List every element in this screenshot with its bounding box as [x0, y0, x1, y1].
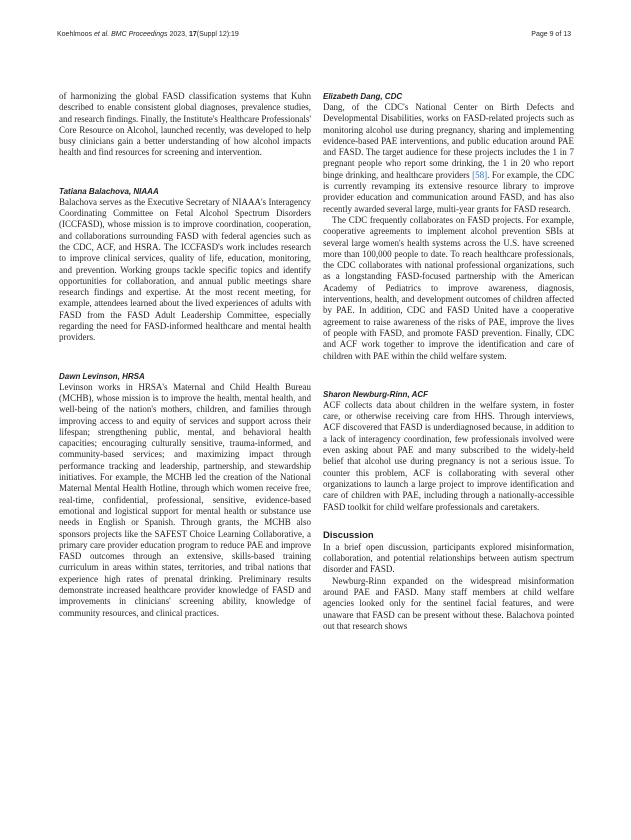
section-heading-newburg-rinn: Sharon Newburg-Rinn, ACF: [323, 389, 429, 399]
section-text-dang-collaboration: The CDC frequently collaborates on FASD projects. For example, cooperative agreements to implement alcohol prevention SBIs at several large women's health systems across the U.S. have screened more than 100,000 people to date. To reach healthcare professionals, the CDC collaborates with national professional organizations, such as a longstanding FASD-focused partnership with the American Academy of Pediatrics to improve awareness, diagnosis, interventions, health, and development outcomes of children affected by PAE. In addition, CDC and FASD United have a cooperative agreement to raise awareness of the risks of PAE, improve the lives of people with FASD, and promote FASD prevention. Finally, CDC and ACF work together to improve the identification and care of children with PAE within the child welfare system.: [323, 214, 574, 361]
section-text-levinson: Levinson works in HRSA's Maternal and Child Health Bureau (MCHB), whose mission is to improve the health, mental health, and well-being of the nation's mothers, children, and families through improving access to and equity of services and support across their lifespan; strengthening public, mental, and behavioral health capacities; encouraging culturally sensitive, trauma-informed, and community-based services; and maximizing impact through performance tracking and leadership, partnership, and stewardship initiatives. For example, the MCHB led the creation of the National Maternal Mental Health Hotline, through which women receive free, real-time, confidential, professional, sensitive, evidence-based emotional and logistical support for mental health or substance use needs in English or Spanish. Through grants, the MCHB also sponsors projects like the SAFEST Choice Learning Collaborative, a primary care provider education program to reduce PAE and improve FASD outcomes through an extensive, skills-based training curriculum in areas within states, territories, and tribal nations that experience high rates of prenatal drinking. Preliminary results demonstrate increased healthcare provider knowledge of FASD and improvements in clinicians' screening ability, knowledge of community resources, and clinical practices.: [59, 381, 311, 618]
section-heading-balachova: Tatiana Balachova, NIAAA: [59, 186, 159, 196]
header-journal-name: BMC Proceedings: [111, 31, 168, 38]
header-authors: Koehlmoos: [57, 31, 93, 38]
dang-text-part2: . For example, the CDC is currently revamping its extensive resource library to improve provider education and communication around FASD, and has also recently awarded several large, multi-year grants for FASD research.: [323, 169, 574, 214]
section-text-newburg-rinn: ACF collects data about children in the welfare system, in foster care, or otherwise receiving care from HHS. Through interviews, ACF discovered that FASD is underdiagnosed because, in addition to a lack of interagency coordination, few professionals involved were even asking about PAE and many subscribed to the widely-held belief that alcohol use during pregnancy is not a serious issue. To counter this problem, ACF is collaborating with several other organizations to launch a large project to improve identification and care of children with PAE, including through a nationally-accessible FASD toolkit for child welfare professionals and caretakers.: [323, 399, 574, 512]
discussion-heading: Discussion: [323, 529, 374, 541]
discussion-paragraph-1: In a brief open discussion, participants explored misinformation, collaboration, and potential relationships between autism spectrum disorder and FASD.: [323, 541, 574, 575]
discussion-paragraph-2: Newburg-Rinn expanded on the widespread misinformation around PAE and FASD. Many staff members at child welfare agencies looked only for the sentinel facial features, and were unaware that FASD can be present without these. Balachova pointed out that research shows: [323, 575, 574, 631]
page-number: Page 9 of 13: [531, 31, 571, 38]
header-year: 2023,: [167, 31, 189, 38]
right-column: [323, 91, 574, 632]
header-volume: 17: [188, 31, 197, 38]
section-heading-dang: Elizabeth Dang, CDC: [323, 92, 403, 101]
section-heading-levinson: Dawn Levinson, HRSA: [59, 371, 145, 381]
header-etal: et al.: [92, 31, 112, 38]
journal-citation: [57, 31, 239, 38]
section-text-balachova: Balachova serves as the Executive Secretary of NIAAA's Interagency Coordinating Committee on Fetal Alcohol Spectrum Disorders (ICCFASD), whose mission is to improve coordination, cooperation, and collaborations surrounding FASD with federal agencies such as the CDC, ACF, and HSRA. The ICCFASD's work includes research to improve clinical services, quality of life, education, monitoring, and prevention. Working groups tackle specific topics and identify opportunities for collaboration, and annual public meetings share research findings and expertise. At the most recent meeting, for example, attendees learned about the lived experiences of adults with FASD from the FASD Adult Leadership Committee, especially regarding the need for FASD-informed healthcare and mental health providers.: [59, 196, 311, 343]
dang-text-part1: Dang, of the CDC's National Center on Birth Defects and Developmental Disabilities, works on FASD-related projects such as monitoring alcohol use during pregnancy, sharing and implementing evidence-based PAE interventions, and public education around PAE and FASD. The target audience for these projects includes the 1 in 7 pregnant people who report some drinking, the 1 in 20 who report binge drinking, and healthcare providers: [323, 102, 574, 180]
header-issue: (Suppl 12):19: [196, 31, 239, 38]
citation-link-58[interactable]: [58]: [472, 169, 488, 180]
section-text-dang: [323, 102, 574, 215]
left-column: [59, 91, 311, 619]
running-header: [57, 31, 571, 43]
intro-paragraph: of harmonizing the global FASD classification systems that Kuhn described to enable consistent global diagnoses, prevalence studies, and research findings. Finally, the Institute's Healthcare Professionals' Core Resource on Alcohol, launched recently, was developed to help busy clinicians gain a better understanding of how alcohol impacts health and find resources for screening and intervention.: [59, 91, 311, 158]
